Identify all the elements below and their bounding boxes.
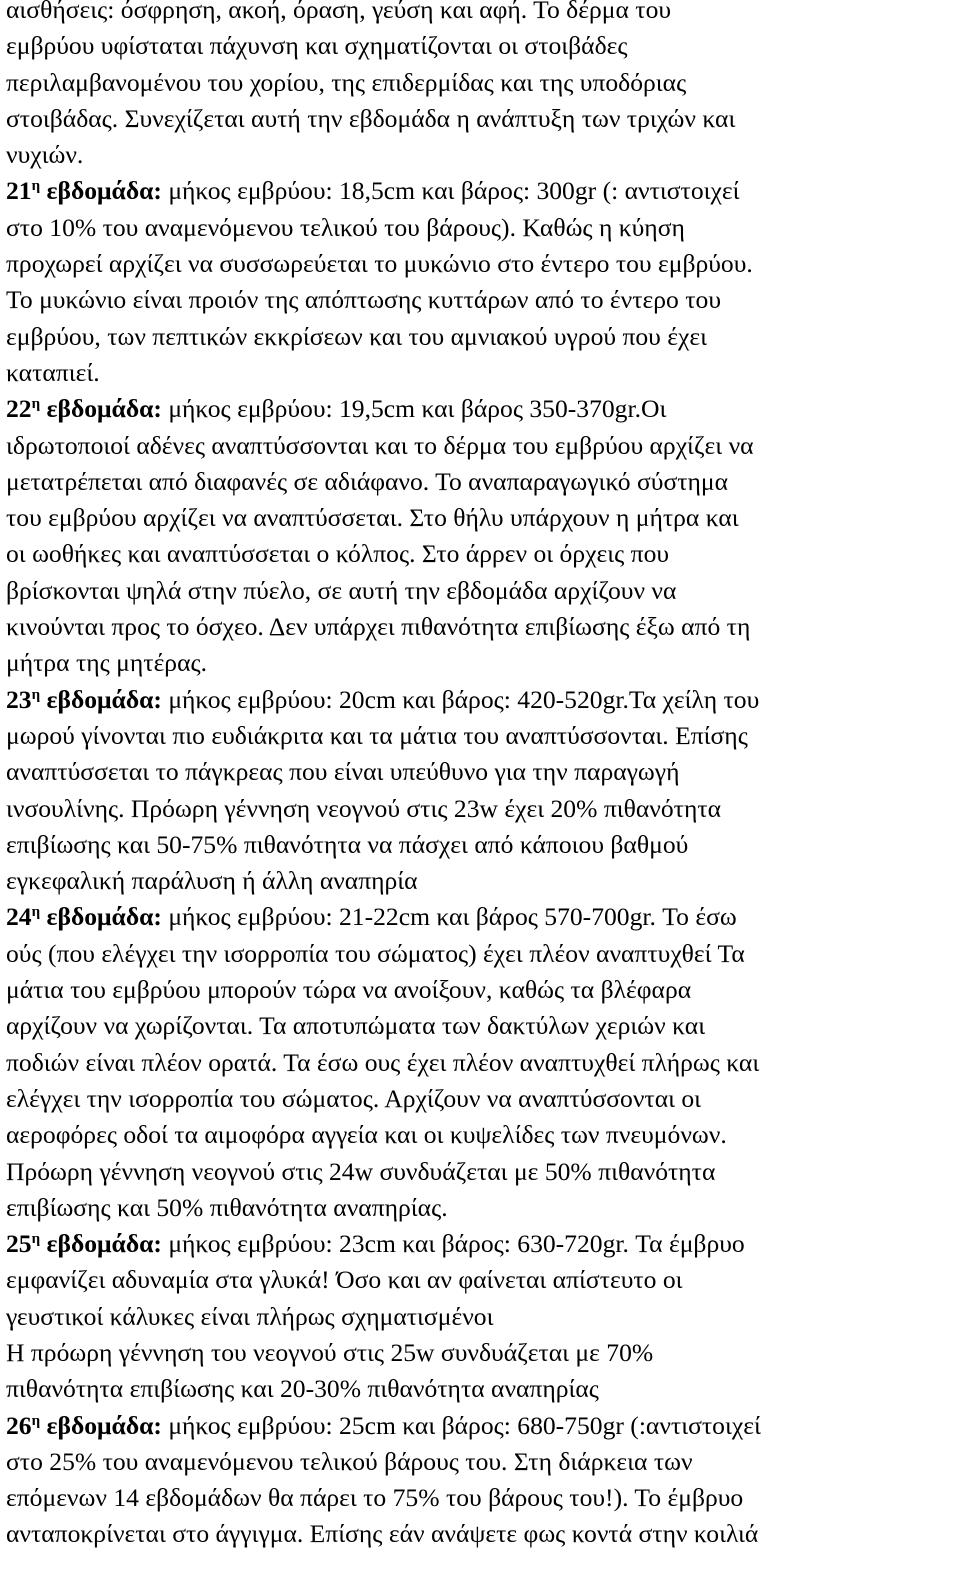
text-line bbox=[6, 1008, 952, 1044]
text-line bbox=[6, 827, 952, 863]
text-run: μήκος εμβρύου: 25cm και βάρος: 680-750gr (:αντιστοιχεί bbox=[161, 1410, 761, 1440]
text-line bbox=[6, 1045, 952, 1081]
text-run: στο 25% του αναμενόμενου τελικού βάρους του. Στη διάρκεια των bbox=[6, 1446, 693, 1476]
week-heading-text: εβδομάδα: bbox=[40, 1410, 162, 1440]
text-line bbox=[6, 246, 952, 282]
text-run: αναπτύσσεται το πάγκρεας που είναι υπεύθυνο για την παραγωγή bbox=[6, 757, 680, 787]
text-run: μήκος εμβρύου: 18,5cm και βάρος: 300gr (: αντιστοιχεί bbox=[161, 176, 740, 206]
text-run: περιλαμβανομένου του χορίου, της επιδερμίδας και της υποδόριας bbox=[6, 67, 687, 97]
text-line bbox=[6, 1299, 952, 1335]
text-run: ανταποκρίνεται στο άγγιγμα. Επίσης εάν ανάψετε φως κοντά στην κοιλιά bbox=[6, 1519, 759, 1549]
text-run: μωρού γίνονται πιο ευδιάκριτα και τα μάτια του αναπτύσσονται. Επίσης bbox=[6, 720, 748, 750]
text-run: αρχίζουν να χωρίζονται. Τα αποτυπώματα των δακτύλων χεριών και bbox=[6, 1011, 706, 1041]
text-run: του εμβρύου αρχίζει να αναπτύσσεται. Στο θήλυ υπάρχουν η μήτρα και bbox=[6, 503, 739, 533]
ordinal-superscript: η bbox=[31, 904, 41, 921]
text-line bbox=[6, 210, 952, 246]
text-line bbox=[6, 682, 952, 718]
text-line bbox=[6, 573, 952, 609]
week-heading-text: εβδομάδα: bbox=[40, 1229, 162, 1259]
text-run: Η πρόωρη γέννηση του νεογνού στις 25w συνδυάζεται με 70% bbox=[6, 1337, 654, 1367]
text-line bbox=[6, 754, 952, 790]
text-line bbox=[6, 791, 952, 827]
text-run: αεροφόρες οδοί τα αιμοφόρα αγγεία και οι κυψελίδες των πνευμόνων. bbox=[6, 1120, 727, 1150]
text-line bbox=[6, 1081, 952, 1117]
week-heading-text: 24 bbox=[6, 902, 32, 932]
text-run: ινσουλίνης. Πρόωρη γέννηση νεογνού στις 23w έχει 20% πιθανότητα bbox=[6, 793, 722, 823]
text-run: πιθανότητα επιβίωσης και 20-30% πιθανότητα αναπηρίας bbox=[6, 1374, 599, 1404]
text-run: προχωρεί αρχίζει να συσσωρεύεται το μυκώνιο στο έντερο του εμβρύου. bbox=[6, 249, 753, 279]
week-heading-text: 23 bbox=[6, 684, 32, 714]
text-line bbox=[6, 28, 952, 64]
text-run: επόμενων 14 εβδομάδων θα πάρει το 75% του βάρους του!). Το έμβρυο bbox=[6, 1483, 744, 1513]
week-heading-text: εβδομάδα: bbox=[40, 684, 162, 714]
ordinal-superscript: η bbox=[31, 1412, 41, 1429]
week-heading-text: εβδομάδα: bbox=[40, 394, 162, 424]
text-line bbox=[6, 173, 952, 209]
text-run: οι ωοθήκες και αναπτύσσεται ο κόλπος. Στο άρρεν οι όρχεις που bbox=[6, 539, 670, 569]
text-line bbox=[6, 863, 952, 899]
ordinal-superscript: η bbox=[31, 686, 41, 703]
text-run: ιδρωτοποιοί αδένες αναπτύσσονται και το δέρμα του εμβρύου αρχίζει να bbox=[6, 430, 754, 460]
text-line bbox=[6, 319, 952, 355]
text-line bbox=[6, 609, 952, 645]
text-run: μήκος εμβρύου: 21-22cm και βάρος 570-700gr. Το έσω bbox=[161, 902, 737, 932]
week-heading-text: 21 bbox=[6, 176, 32, 206]
text-run: νυχιών. bbox=[6, 140, 84, 170]
text-run: εγκεφαλική παράλυση ή άλλη αναπηρία bbox=[6, 866, 418, 896]
week-heading-text: εβδομάδα: bbox=[40, 902, 162, 932]
text-run: ούς (που ελέγχει την ισορροπία του σώματος) έχει πλέον αναπτυχθεί Τα bbox=[6, 938, 745, 968]
text-run: ελέγχει την ισορροπία του σώματος. Αρχίζουν να αναπτύσσονται οι bbox=[6, 1083, 702, 1113]
ordinal-superscript: η bbox=[31, 396, 41, 413]
text-line bbox=[6, 899, 952, 935]
text-run: αισθήσεις: όσφρηση, ακοή, όραση, γεύση και αφή. Το δέρμα του bbox=[6, 0, 672, 24]
text-line bbox=[6, 1190, 952, 1226]
week-heading-text: εβδομάδα: bbox=[40, 176, 162, 206]
text-run: Πρόωρη γέννηση νεογνού στις 24w συνδυάζεται με 50% πιθανότητα bbox=[6, 1156, 716, 1186]
text-line bbox=[6, 1516, 952, 1552]
text-run: στοιβάδας. Συνεχίζεται αυτή την εβδομάδα η ανάπτυξη των τριχών και bbox=[6, 103, 736, 133]
text-line bbox=[6, 972, 952, 1008]
document-body-text bbox=[6, 0, 952, 1553]
text-line bbox=[6, 1154, 952, 1190]
text-run: εμφανίζει αδυναμία στα γλυκά! Όσο και αν φαίνεται απίστευτο οι bbox=[6, 1265, 683, 1295]
text-line bbox=[6, 1444, 952, 1480]
text-run: μάτια του εμβρύου μπορούν τώρα να ανοίξουν, καθώς τα βλέφαρα bbox=[6, 975, 692, 1005]
week-heading-text: 26 bbox=[6, 1410, 32, 1440]
ordinal-superscript: η bbox=[31, 1231, 41, 1248]
text-line bbox=[6, 464, 952, 500]
text-line bbox=[6, 500, 952, 536]
text-run: στο 10% του αναμενόμενου τελικού του βάρους). Καθώς η κύηση bbox=[6, 212, 685, 242]
text-line bbox=[6, 645, 952, 681]
week-heading-text: 22 bbox=[6, 394, 32, 424]
text-line bbox=[6, 1371, 952, 1407]
text-run: επιβίωσης και 50-75% πιθανότητα να πάσχει από κάποιου βαθμού bbox=[6, 829, 689, 859]
text-run: καταπιεί. bbox=[6, 357, 100, 387]
text-line bbox=[6, 1117, 952, 1153]
text-line bbox=[6, 718, 952, 754]
text-run: μήκος εμβρύου: 19,5cm και βάρος 350-370gr.Οι bbox=[161, 394, 667, 424]
text-line bbox=[6, 355, 952, 391]
text-run: γευστικοί κάλυκες είναι πλήρως σχηματισμένοι bbox=[6, 1301, 494, 1331]
week-heading-text: 25 bbox=[6, 1229, 32, 1259]
text-line bbox=[6, 391, 952, 427]
text-line bbox=[6, 65, 952, 101]
text-line bbox=[6, 1335, 952, 1371]
text-line bbox=[6, 1262, 952, 1298]
text-run: επιβίωσης και 50% πιθανότητα αναπηρίας. bbox=[6, 1192, 448, 1222]
text-line bbox=[6, 137, 952, 173]
text-line bbox=[6, 0, 952, 28]
text-run: Το μυκώνιο είναι προιόν της απόπτωσης κυττάρων από το έντερο του bbox=[6, 285, 721, 315]
text-run: εμβρύου, των πεπτικών εκκρίσεων και του αμνιακού υγρού που έχει bbox=[6, 321, 707, 351]
text-run: μήτρα της μητέρας. bbox=[6, 648, 208, 678]
text-line bbox=[6, 428, 952, 464]
text-run: μήκος εμβρύου: 23cm και βάρος: 630-720gr. Τα έμβρυο bbox=[161, 1229, 745, 1259]
text-run: μήκος εμβρύου: 20cm και βάρος: 420-520gr.Τα χείλη του bbox=[161, 684, 760, 714]
ordinal-superscript: η bbox=[31, 178, 41, 195]
text-run: κινούνται προς το όσχεο. Δεν υπάρχει πιθανότητα επιβίωσης έξω από τη bbox=[6, 612, 751, 642]
text-line bbox=[6, 1226, 952, 1262]
text-line bbox=[6, 1480, 952, 1516]
text-run: ποδιών είναι πλέον ορατά. Τα έσω ους έχει πλέον αναπτυχθεί πλήρως και bbox=[6, 1047, 760, 1077]
text-line bbox=[6, 101, 952, 137]
text-run: εμβρύου υφίσταται πάχυνση και σχηματίζονται οι στοιβάδες bbox=[6, 31, 628, 61]
text-run: βρίσκονται ψηλά στην πύελο, σε αυτή την εβδομάδα αρχίζουν να bbox=[6, 575, 677, 605]
text-line bbox=[6, 536, 952, 572]
text-run: μετατρέπεται από διαφανές σε αδιάφανο. Το αναπαραγωγικό σύστημα bbox=[6, 466, 729, 496]
text-line bbox=[6, 936, 952, 972]
text-line bbox=[6, 282, 952, 318]
text-line bbox=[6, 1408, 952, 1444]
